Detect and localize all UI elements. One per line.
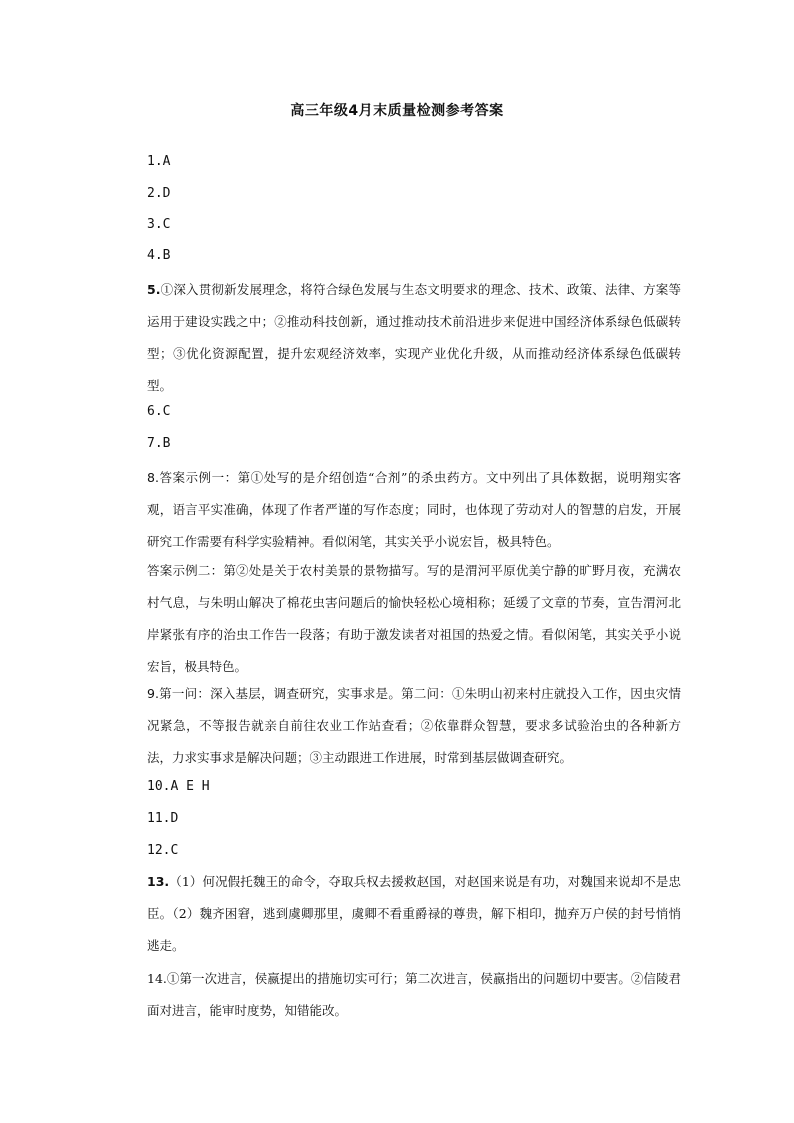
- answer-13-number: 13.: [147, 874, 170, 889]
- answer-8-example-2: [121, 555, 681, 683]
- answer-12: 12.C: [147, 843, 179, 858]
- answer-7: 7.B: [147, 436, 171, 451]
- answer-5-text: ①深入贯彻新发展理念，将符合绿色发展与生态文明要求的理念、技术、政策、法律、方案等运用于建设实践之中；②推动科技创新，通过推动技术前沿进步来促进中国经济体系绿色低碳转型；③优化资源配置，提升宏观经济效率，实现产业优化升级，从而推动经济体系绿色低碳转型。: [147, 282, 681, 393]
- page-title: 高三年级4月末质量检测参考答案: [290, 103, 504, 119]
- answer-9-text: ①朱明山初来村庄就投入工作，因虫灾情况紧急，不等报告就亲自前往农业工作站查看；②依靠群众智慧，要求多试验治虫的各种新方法，力求实事求是解决问题；③主动跟进工作进展，时常到基层做调查研究。: [147, 686, 681, 765]
- answer-11: 11.D: [147, 811, 179, 826]
- answer-13-text: （1）何况假托魏王的命令，夺取兵权去援救赵国，对赵国来说是有功，对魏国来说却不是忠臣。（2）魏齐困窘，逃到虞卿那里，虞卿不看重爵禄的尊贵，解下相印，抛弃万户侯的封号悄悄逃走。: [147, 874, 681, 953]
- answer-1: 1.A: [147, 154, 171, 169]
- answer-8-heading-2: 答案示例二：: [147, 563, 224, 578]
- answer-8-text-2: 第②处是关于农村美景的景物描写。写的是渭河平原优美宁静的旷野月夜，充满农村气息，与朱明山解决了棉花虫害问题后的愉快轻松心境相称；延缓了文章的节奏，宣告渭河北岸紧张有序的治虫工作告一段落；有助于激发读者对祖国的热爱之情。看似闲笔，其实关乎小说宏旨，极具特色。: [147, 563, 681, 674]
- answer-9: [121, 678, 681, 774]
- answer-8-example-1: [121, 462, 681, 558]
- answer-6: 6.C: [147, 404, 171, 419]
- answer-8-heading: 8.答案示例一：: [147, 470, 238, 485]
- answer-8-text-1: 第①处写的是介绍创造“合剂”的杀虫药方。文中列出了具体数据，说明翔实客观，语言平实准确，体现了作者严谨的写作态度；同时，也体现了劳动对人的智慧的启发，开展研究工作需要有科学实验精神。看似闲笔，其实关乎小说宏旨，极具特色。: [147, 470, 681, 549]
- answer-14: [121, 963, 681, 1027]
- answer-13: [121, 866, 681, 962]
- answer-10: 10.A E H: [147, 779, 210, 794]
- answer-2: 2.D: [147, 186, 171, 201]
- answer-14-text: 14.①第一次进言，侯嬴提出的措施切实可行；第二次进言，侯嬴指出的问题切中要害。②信陵君面对进言，能审时度势，知错能改。: [147, 971, 681, 1018]
- answer-9-heading: 9.第一问：深入基层，调查研究，实事求是。第二问：: [147, 686, 453, 701]
- answer-5: [121, 274, 681, 402]
- answer-5-number: 5.: [147, 282, 161, 297]
- answer-3: 3.C: [147, 217, 171, 232]
- answer-4: 4.B: [147, 248, 171, 263]
